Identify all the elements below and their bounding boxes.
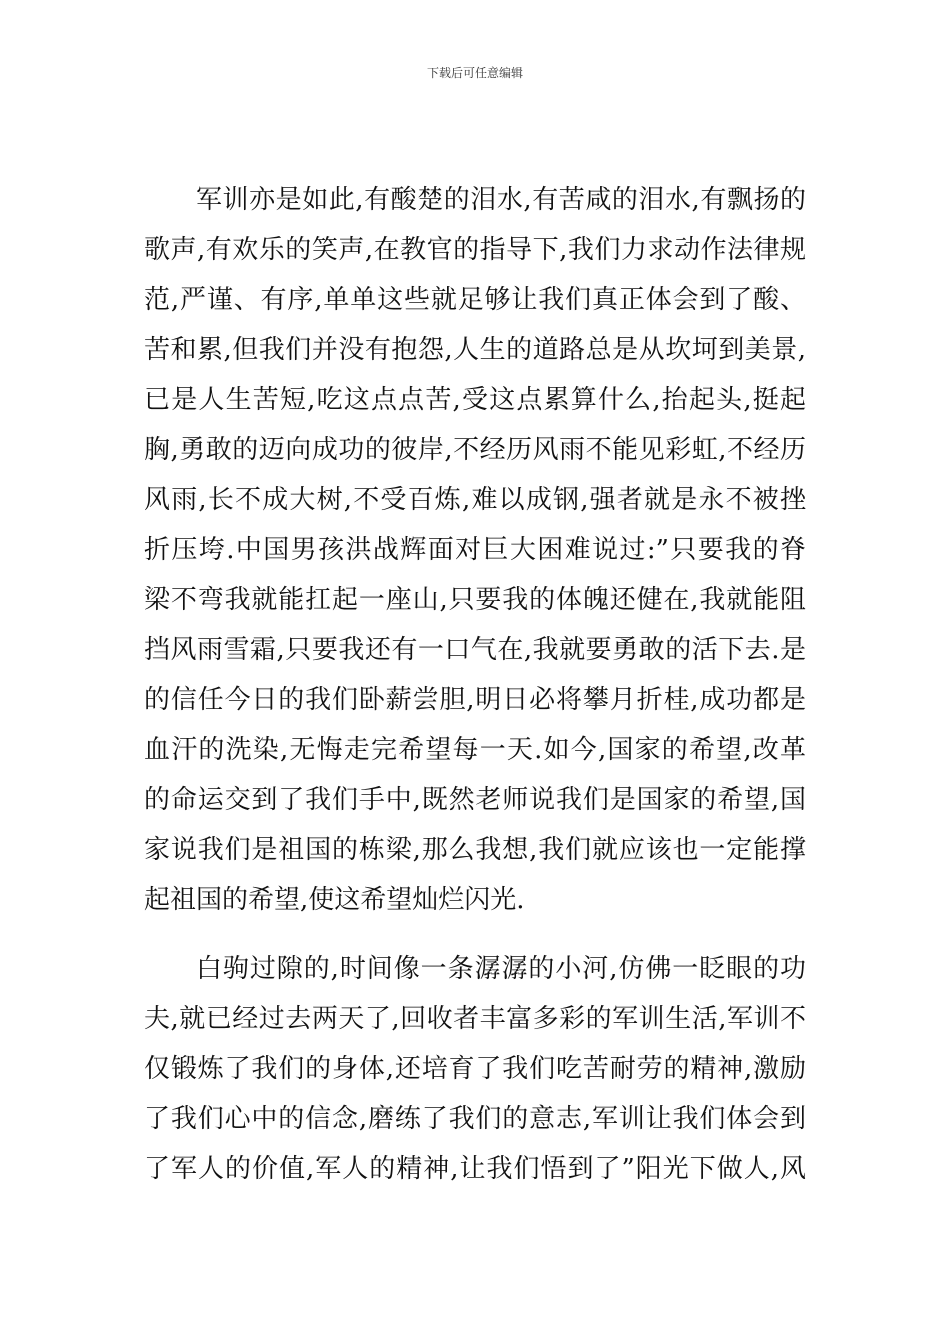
paragraph-line: 歌声,有欢乐的笑声,在教官的指导下,我们力求动作法律规 [144,235,806,265]
paragraph-line: 挡风雨雪霜,只要我还有一口气在,我就要勇敢的活下去.是 [144,635,806,665]
paragraph-line: 的信任今日的我们卧薪尝胆,明日必将攀月折桂,成功都是 [144,685,806,715]
paragraph-line: 了我们心中的信念,磨练了我们的意志,军训让我们体会到 [144,1104,806,1134]
paragraph-line: 起祖国的希望,使这希望灿烂闪光. [144,885,525,915]
paragraph-line: 了军人的价值,军人的精神,让我们悟到了”阳光下做人,风 [144,1154,806,1184]
paragraph-line: 胸,勇敢的迈向成功的彼岸,不经历风雨不能见彩虹,不经历 [144,435,806,465]
paragraph-line: 血汗的洗染,无悔走完希望每一天.如今,国家的希望,改革 [144,735,806,765]
paragraph-line: 梁不弯我就能扛起一座山,只要我的体魄还健在,我就能阻 [144,585,806,615]
paragraph-line: 军训亦是如此,有酸楚的泪水,有苦咸的泪水,有飘扬的 [196,185,806,215]
paragraph-line: 仅锻炼了我们的身体,还培育了我们吃苦耐劳的精神,激励 [144,1054,806,1084]
paragraph-line: 白驹过隙的,时间像一条潺潺的小河,仿佛一眨眼的功 [196,954,806,984]
paragraph-1 [144,175,806,925]
header-note: 下载后可任意编辑 [426,66,523,80]
paragraph-line: 家说我们是祖国的栋梁,那么我想,我们就应该也一定能撑 [144,835,806,865]
paragraph-line: 苦和累,但我们并没有抱怨,人生的道路总是从坎坷到美景, [144,335,806,365]
paragraph-line: 折压垮.中国男孩洪战辉面对巨大困难说过:”只要我的脊 [144,535,806,565]
paragraph-line: 的命运交到了我们手中,既然老师说我们是国家的希望,国 [144,785,806,815]
paragraph-line: 已是人生苦短,吃这点点苦,受这点累算什么,抬起头,挺起 [144,385,806,415]
paragraph-2 [144,944,806,1194]
paragraph-line: 风雨,长不成大树,不受百炼,难以成钢,强者就是永不被挫 [144,485,806,515]
paragraph-line: 范,严谨、有序,单单这些就足够让我们真正体会到了酸、 [144,285,806,315]
paragraph-line: 夫,就已经过去两天了,回收者丰富多彩的军训生活,军训不 [144,1004,806,1034]
